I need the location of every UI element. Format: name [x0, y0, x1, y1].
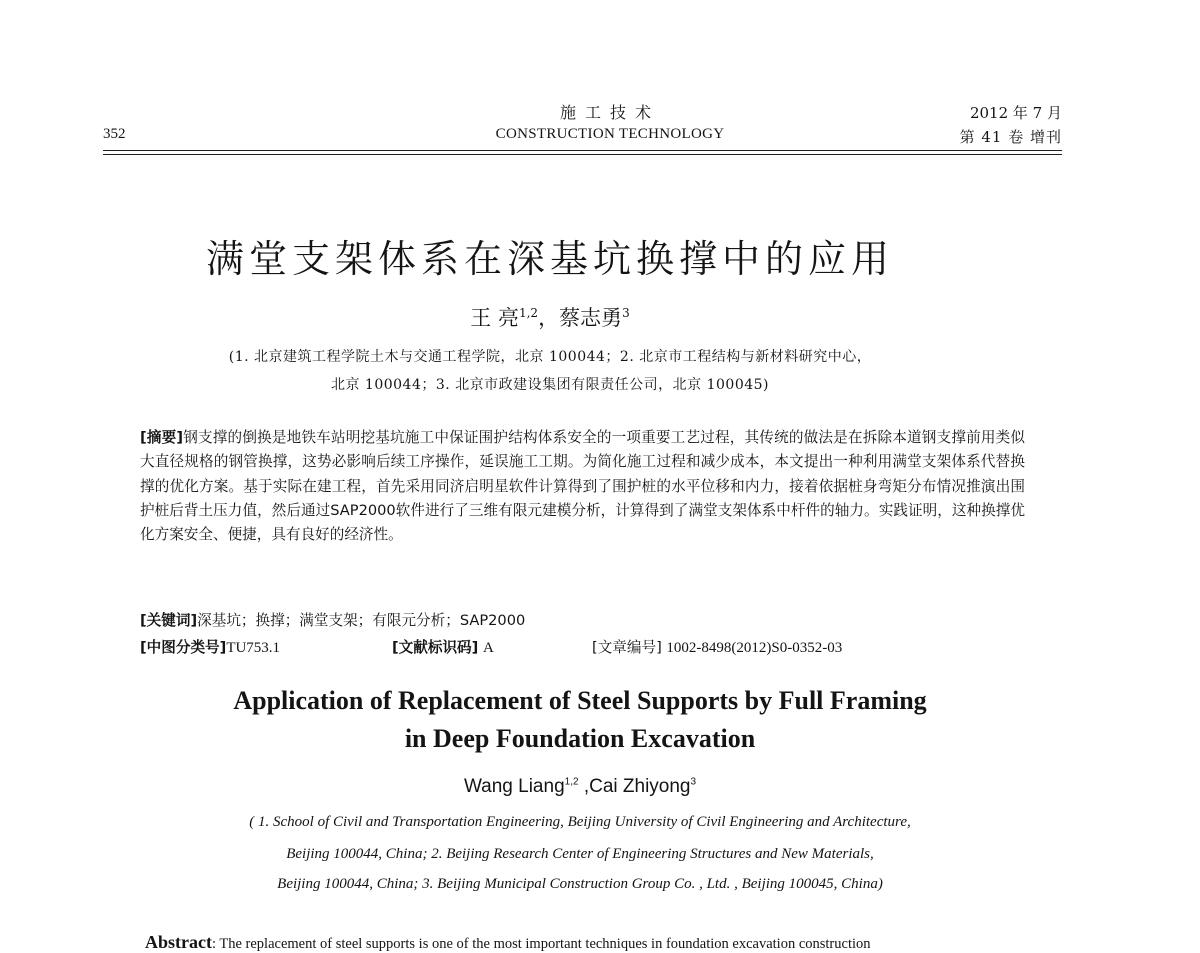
- authors-en: [0, 776, 1160, 798]
- journal-name-en: CONSTRUCTION TECHNOLOGY: [495, 126, 725, 142]
- affiliation-en-line: ( 1. School of Civil and Transportation Engineering, Beijing University of Civil Engineering and Architecture,: [249, 814, 911, 830]
- abstract-en: [145, 932, 1045, 953]
- abstract-cn: [140, 426, 1025, 547]
- abstract-en-text: : The replacement of steel supports is one of the most important techniques in foundation excavation construction: [211, 936, 871, 952]
- author-affiliation-mark: 1,2: [518, 306, 539, 320]
- affiliation-en-line: Beijing 100044, China; 3. Beijing Municipal Construction Group Co. , Ltd. , Beijing 100045, China): [277, 876, 883, 892]
- affiliation-en-line: Beijing 100044, China; 2. Beijing Research Center of Engineering Structures and New Materials,: [286, 846, 874, 862]
- author-affiliation-mark: 1,2: [564, 776, 579, 788]
- classification-number: [140, 636, 280, 657]
- abstract-text: 钢支撑的倒换是地铁车站明挖基坑施工中保证围护结构体系安全的一项重要工艺过程，其传统的做法是在拆除本道钢支撑前用类似大直径规格的钢管换撑，这势必影响后续工序操作，延误施工工期。为简化施工过程和减少成本，本文提出一种利用满堂支架体系代替换撑的优化方案。基于实际在建工程，首先采用同济启明星软件计算得到了围护桩的水平位移和内力，接着依据桩身弯矩分布情况推演出围护桩后背土压力值，然后通过SAP2000软件进行了三维有限元建模分析，计算得到了满堂支架体系中杆件的轴力。实践证明，这种换撑优化方案安全、便捷，具有良好的经济性。: [140, 429, 1025, 544]
- authors-cn: [0, 302, 1100, 332]
- page-number: 352: [103, 126, 126, 142]
- document-code-value: A: [482, 640, 494, 656]
- article-number-label: [文章编号]: [592, 639, 662, 656]
- paper-title-cn: 满堂支架体系在深基坑换撑中的应用: [205, 237, 894, 281]
- affiliation-cn-line: (1. 北京建筑工程学院土木与交通工程学院，北京 100044；2. 北京市工程结构与新材料研究中心，: [228, 349, 872, 365]
- keywords-cn: [140, 609, 525, 630]
- author-affiliation-mark: 3: [622, 306, 630, 320]
- author-name: Wang Liang: [463, 776, 565, 797]
- article-number-value: 1002-8498(2012)S0-0352-03: [666, 640, 843, 656]
- keywords-text: 深基坑；换撑；满堂支架；有限元分析；SAP2000: [197, 612, 526, 629]
- header-rule-thick: [103, 150, 1062, 151]
- issue-date: 2012 年 7 月: [969, 104, 1062, 122]
- classification-value: TU753.1: [226, 640, 281, 656]
- affiliation-cn-line: 北京 100044；3. 北京市政建设集团有限责任公司，北京 100045): [330, 377, 770, 393]
- keywords-label: [关键词]: [140, 612, 198, 629]
- header-rule-thin: [103, 154, 1062, 155]
- abstract-en-label: Abstract: [145, 932, 212, 952]
- journal-name-cn: 施工技术: [559, 103, 660, 122]
- author-name: Cai Zhiyong: [589, 776, 691, 797]
- document-code-label: [文献标识码]: [392, 639, 479, 656]
- author-name: 王 亮: [470, 306, 519, 330]
- document-code: [392, 636, 494, 657]
- author-name: 蔡志勇: [559, 306, 623, 330]
- paper-title-en-line: in Deep Foundation Excavation: [404, 724, 756, 753]
- classification-label: [中图分类号]: [140, 639, 227, 656]
- author-affiliation-mark: 3: [690, 776, 697, 788]
- author-separator: ,: [578, 776, 590, 797]
- abstract-label: [摘要]: [140, 429, 184, 446]
- issue-volume: 第 41 卷 增刊: [959, 128, 1062, 146]
- paper-title-en-line: Application of Replacement of Steel Supports by Full Framing: [233, 686, 927, 715]
- author-separator: ，: [538, 306, 560, 330]
- article-number: [592, 636, 842, 657]
